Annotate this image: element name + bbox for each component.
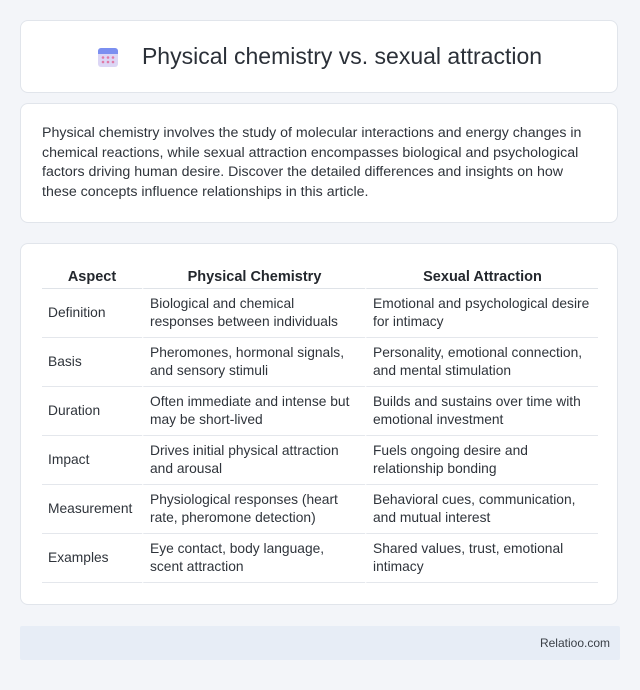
physical-chemistry-cell: Physiological responses (heart rate, pheromone detection) bbox=[142, 485, 365, 534]
table-row bbox=[42, 387, 598, 436]
footer bbox=[20, 626, 620, 660]
sexual-attraction-cell: Builds and sustains over time with emotional investment bbox=[365, 387, 598, 436]
sexual-attraction-cell: Behavioral cues, communication, and mutual interest bbox=[365, 485, 598, 534]
intro-card bbox=[20, 103, 618, 223]
physical-chemistry-cell: Pheromones, hormonal signals, and sensory stimuli bbox=[142, 338, 365, 387]
column-header: Aspect bbox=[42, 266, 142, 289]
footer-brand[interactable]: Relatioo.com bbox=[539, 636, 610, 650]
physical-chemistry-cell: Eye contact, body language, scent attraction bbox=[142, 534, 365, 583]
calendar-icon bbox=[96, 45, 120, 69]
column-header: Physical Chemistry bbox=[142, 266, 365, 289]
sexual-attraction-cell: Emotional and psychological desire for intimacy bbox=[365, 289, 598, 338]
aspect-cell: Impact bbox=[42, 436, 142, 485]
aspect-cell: Basis bbox=[42, 338, 142, 387]
table-header-row bbox=[42, 266, 598, 289]
table-row bbox=[42, 338, 598, 387]
sexual-attraction-cell: Shared values, trust, emotional intimacy bbox=[365, 534, 598, 583]
title-card bbox=[20, 20, 618, 93]
column-header: Sexual Attraction bbox=[365, 266, 598, 289]
physical-chemistry-cell: Drives initial physical attraction and arousal bbox=[142, 436, 365, 485]
page-title: Physical chemistry vs. sexual attraction bbox=[141, 43, 543, 69]
table-row bbox=[42, 436, 598, 485]
comparison-card bbox=[20, 243, 618, 605]
physical-chemistry-cell: Biological and chemical responses between individuals bbox=[142, 289, 365, 338]
table-row bbox=[42, 534, 598, 583]
aspect-cell: Measurement bbox=[42, 485, 142, 534]
aspect-cell: Examples bbox=[42, 534, 142, 583]
intro-text: Physical chemistry involves the study of molecular interactions and energy changes in chemical reactions, while sexual attraction encompasses biological and psychological factors driving human desire. Discover the detailed differences and insights on how these concepts influence relationships in this article. bbox=[42, 125, 582, 201]
comparison-table bbox=[42, 266, 598, 583]
aspect-cell: Duration bbox=[42, 387, 142, 436]
aspect-cell: Definition bbox=[42, 289, 142, 338]
sexual-attraction-cell: Fuels ongoing desire and relationship bonding bbox=[365, 436, 598, 485]
physical-chemistry-cell: Often immediate and intense but may be short-lived bbox=[142, 387, 365, 436]
table-row bbox=[42, 289, 598, 338]
table-row bbox=[42, 485, 598, 534]
sexual-attraction-cell: Personality, emotional connection, and mental stimulation bbox=[365, 338, 598, 387]
